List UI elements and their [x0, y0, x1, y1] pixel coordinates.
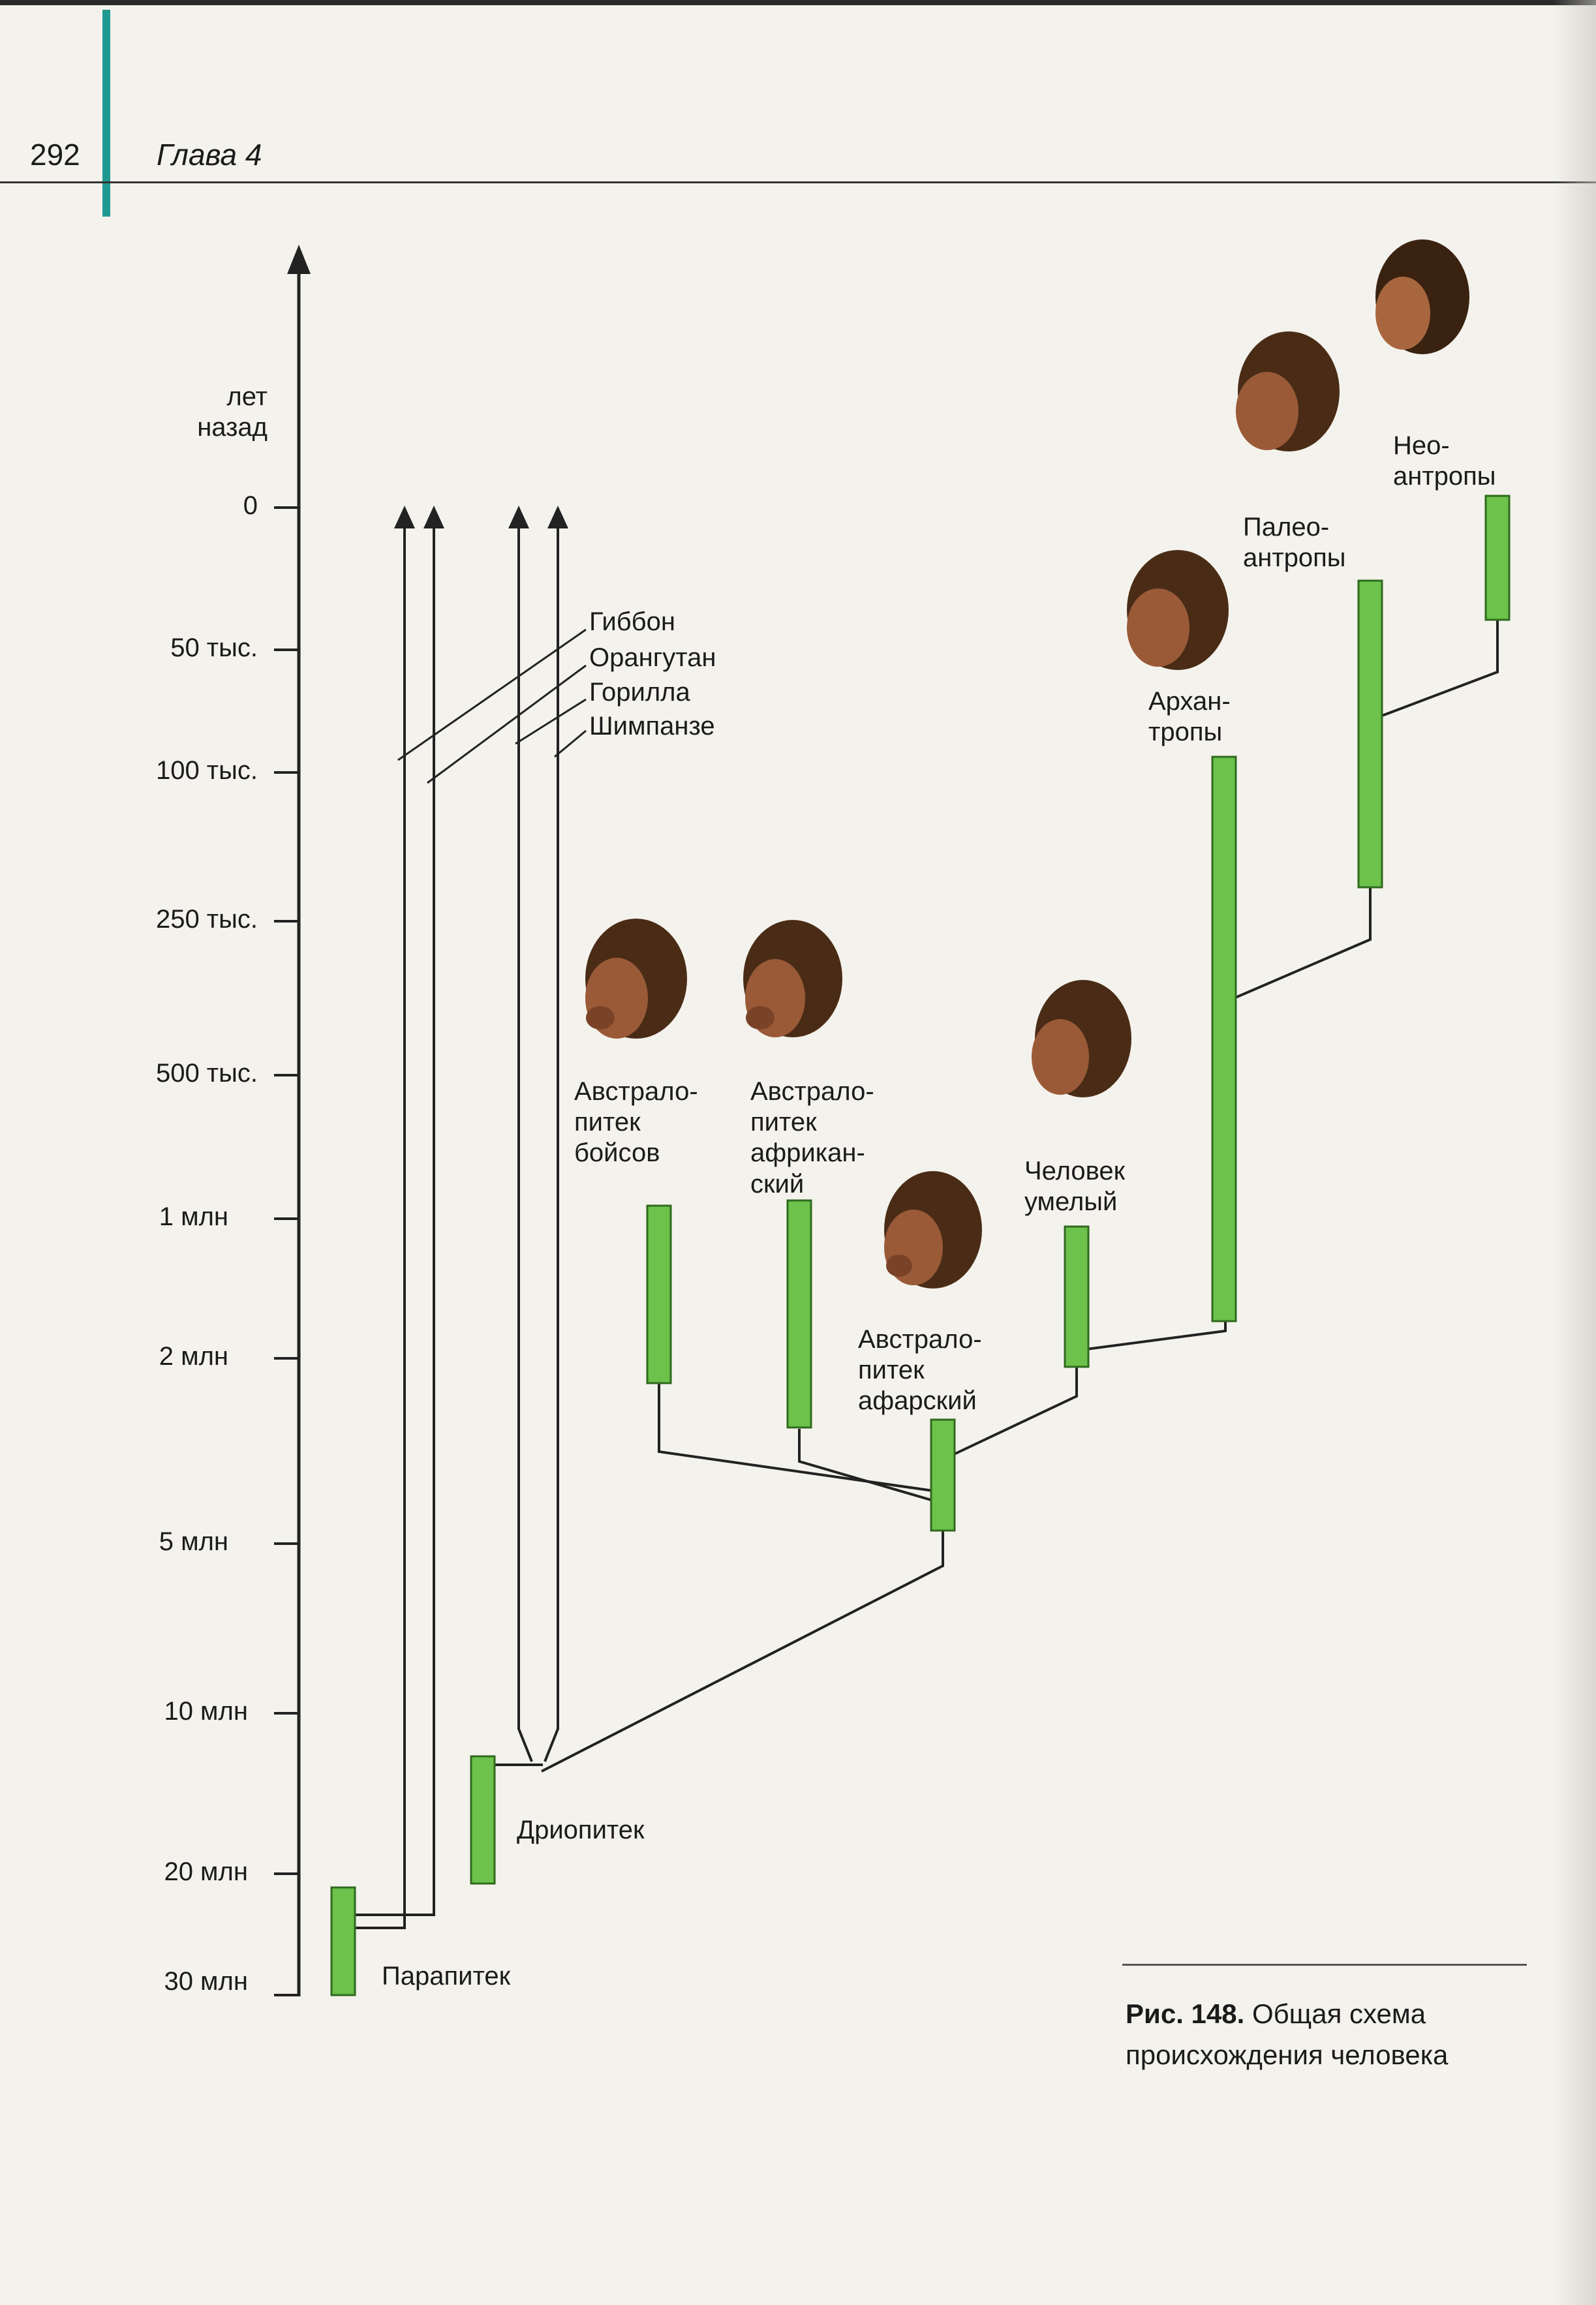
- figure-caption: [1126, 1993, 1569, 2075]
- tick-label: 2 млн: [159, 1342, 228, 1371]
- caption-rule: [1122, 1964, 1527, 1966]
- bar-archanthropes: [1212, 757, 1236, 1321]
- ape-label-chimpanzee: Шимпанзе: [589, 712, 715, 740]
- page-edge-shadow: [1553, 0, 1596, 2305]
- label-afarensis: Австрало- питек афарский: [858, 1325, 982, 1416]
- label-africanus: Австрало- питек африкан- ский: [750, 1077, 874, 1198]
- label-parapithecus: Парапитек: [382, 1962, 511, 1991]
- bar-neoanthropes: [1486, 496, 1509, 620]
- head-afarensis-icon: [884, 1171, 982, 1289]
- label-archanthropes: Архан- тропы: [1148, 687, 1231, 747]
- bar-dryopithecus: [471, 1756, 495, 1884]
- tick-label: 50 тыс.: [170, 633, 258, 662]
- caption-number: Рис. 148.: [1126, 1998, 1245, 2029]
- tick-label: 250 тыс.: [155, 905, 258, 934]
- label-neoanthropes: Нео- антропы: [1393, 431, 1496, 491]
- label-dryopithecus: Дриопитек: [517, 1816, 645, 1844]
- tick-label: 500 тыс.: [155, 1059, 258, 1088]
- tick-label: 5 млн: [159, 1527, 228, 1556]
- chapter-title: Глава 4: [157, 138, 262, 172]
- tick-label: 1 млн: [159, 1202, 228, 1231]
- ape-label-orangutan: Орангутан: [589, 643, 716, 672]
- tick-label: 10 млн: [164, 1697, 248, 1726]
- head-paleoanthropes-icon: [1236, 331, 1340, 451]
- label-boisei: Австрало- питек бойсов: [574, 1077, 698, 1168]
- tick-label: 0: [243, 491, 258, 520]
- label-habilis: Человек умелый: [1024, 1157, 1126, 1217]
- ape-lineages: [352, 522, 558, 1928]
- hominid-branches: [542, 617, 1497, 1771]
- bar-africanus: [788, 1200, 811, 1427]
- head-archanthropes-icon: [1127, 550, 1229, 670]
- head-africanus-icon: [743, 920, 842, 1037]
- head-neoanthropes-icon: [1375, 239, 1469, 354]
- bar-parapithecus: [331, 1887, 355, 1995]
- label-paleoanthropes: Палео- антропы: [1243, 513, 1346, 573]
- time-axis-arrowhead: [287, 245, 311, 274]
- bar-habilis: [1065, 1227, 1088, 1367]
- orangutan-lineage: [352, 522, 434, 1915]
- ape-label-gorilla: Горилла: [589, 678, 690, 707]
- axis-ticks: [274, 508, 299, 1995]
- axis-unit-label: лет назад: [197, 382, 268, 442]
- bar-boisei: [647, 1206, 671, 1383]
- head-habilis-icon: [1032, 980, 1131, 1097]
- tick-label: 30 млн: [164, 1967, 248, 1996]
- tick-label: 20 млн: [164, 1857, 248, 1886]
- ape-label-gibbon: Гиббон: [589, 607, 675, 636]
- bar-paleoanthropes: [1358, 581, 1382, 887]
- ape-arrowheads: [394, 506, 568, 528]
- caption-text: Общая схема происхождения человека: [1126, 1998, 1449, 2070]
- head-boisei-icon: [585, 919, 687, 1039]
- bar-afarensis: [931, 1420, 955, 1531]
- page-number: 292: [30, 138, 80, 172]
- chimpanzee-lineage: [545, 522, 558, 1762]
- gibbon-lineage: [352, 522, 405, 1928]
- tick-label: 100 тыс.: [155, 756, 258, 785]
